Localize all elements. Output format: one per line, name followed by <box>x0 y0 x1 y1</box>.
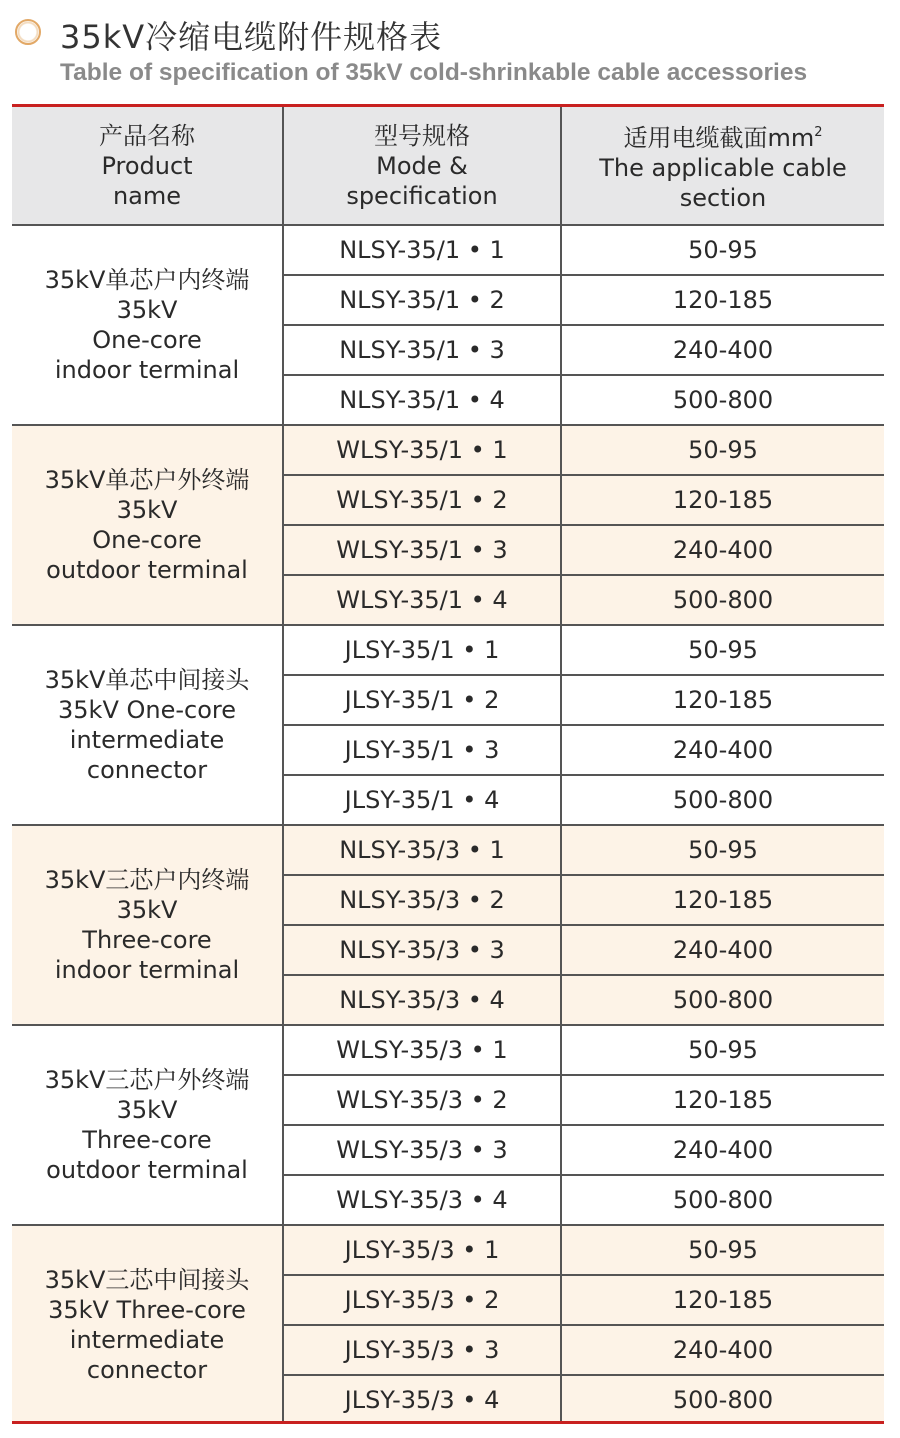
model-cell: JLSY-35/1 • 1 <box>283 625 561 675</box>
header-product-name: 产品名称 Product name <box>12 107 283 225</box>
table-row <box>12 625 884 675</box>
section-cell: 500-800 <box>561 1175 884 1225</box>
section-cell: 240-400 <box>561 1325 884 1375</box>
model-cell: NLSY-35/3 • 1 <box>283 825 561 875</box>
product-name-cell: 35kV单芯户外终端 35kV One-core outdoor terminal <box>12 425 283 625</box>
model-cell: NLSY-35/1 • 2 <box>283 275 561 325</box>
model-cell: WLSY-35/3 • 3 <box>283 1125 561 1175</box>
section-cell: 120-185 <box>561 675 884 725</box>
product-name-cell: 35kV三芯户外终端 35kV Three-core outdoor terminal <box>12 1025 283 1225</box>
product-name-cell: 35kV三芯户内终端 35kV Three-core indoor terminal <box>12 825 283 1025</box>
section-cell: 50-95 <box>561 1225 884 1275</box>
table-row <box>12 225 884 275</box>
model-cell: JLSY-35/3 • 4 <box>283 1375 561 1424</box>
section-cell: 50-95 <box>561 225 884 275</box>
model-cell: JLSY-35/1 • 3 <box>283 725 561 775</box>
model-cell: WLSY-35/1 • 3 <box>283 525 561 575</box>
product-name-cell: 35kV单芯中间接头 35kV One-core intermediate connector <box>12 625 283 825</box>
specification-table <box>12 107 884 1424</box>
section-cell: 500-800 <box>561 1375 884 1424</box>
section-cell: 240-400 <box>561 325 884 375</box>
model-cell: JLSY-35/1 • 2 <box>283 675 561 725</box>
section-cell: 500-800 <box>561 775 884 825</box>
section-cell: 120-185 <box>561 275 884 325</box>
section-cell: 50-95 <box>561 425 884 475</box>
bottom-divider <box>12 1421 884 1424</box>
model-cell: WLSY-35/1 • 4 <box>283 575 561 625</box>
model-cell: NLSY-35/3 • 2 <box>283 875 561 925</box>
product-group <box>12 425 884 625</box>
circle-bullet-icon <box>15 19 41 45</box>
table-row <box>12 425 884 475</box>
product-name-cell: 35kV单芯户内终端 35kV One-core indoor terminal <box>12 225 283 425</box>
table-row <box>12 1025 884 1075</box>
section-cell: 120-185 <box>561 1075 884 1125</box>
model-cell: JLSY-35/3 • 3 <box>283 1325 561 1375</box>
section-cell: 50-95 <box>561 1025 884 1075</box>
model-cell: NLSY-35/3 • 4 <box>283 975 561 1025</box>
product-group <box>12 825 884 1025</box>
table-row <box>12 825 884 875</box>
section-cell: 240-400 <box>561 525 884 575</box>
table-header-row <box>12 107 884 225</box>
section-cell: 120-185 <box>561 875 884 925</box>
model-cell: JLSY-35/1 • 4 <box>283 775 561 825</box>
model-cell: WLSY-35/3 • 4 <box>283 1175 561 1225</box>
model-cell: JLSY-35/3 • 2 <box>283 1275 561 1325</box>
section-cell: 120-185 <box>561 475 884 525</box>
page-subtitle: Table of specification of 35kV cold-shrinkable cable accessories <box>60 59 808 86</box>
model-cell: JLSY-35/3 • 1 <box>283 1225 561 1275</box>
section-cell: 50-95 <box>561 825 884 875</box>
table-row <box>12 1225 884 1275</box>
section-cell: 500-800 <box>561 375 884 425</box>
section-cell: 240-400 <box>561 725 884 775</box>
product-name-cell: 35kV三芯中间接头 35kV Three-core intermediate connector <box>12 1225 283 1424</box>
page-header <box>0 0 900 100</box>
section-cell: 120-185 <box>561 1275 884 1325</box>
model-cell: NLSY-35/1 • 3 <box>283 325 561 375</box>
section-cell: 240-400 <box>561 1125 884 1175</box>
product-group <box>12 1225 884 1424</box>
product-group <box>12 625 884 825</box>
page-title: 35kV冷缩电缆附件规格表 <box>60 18 443 56</box>
product-group <box>12 1025 884 1225</box>
model-cell: WLSY-35/1 • 1 <box>283 425 561 475</box>
model-cell: WLSY-35/3 • 1 <box>283 1025 561 1075</box>
product-group <box>12 225 884 425</box>
model-cell: NLSY-35/1 • 1 <box>283 225 561 275</box>
model-cell: NLSY-35/3 • 3 <box>283 925 561 975</box>
model-cell: NLSY-35/1 • 4 <box>283 375 561 425</box>
section-cell: 240-400 <box>561 925 884 975</box>
section-cell: 500-800 <box>561 975 884 1025</box>
model-cell: WLSY-35/1 • 2 <box>283 475 561 525</box>
section-cell: 50-95 <box>561 625 884 675</box>
model-cell: WLSY-35/3 • 2 <box>283 1075 561 1125</box>
header-cable-section: 适用电缆截面$mm^2$ The applicable cable section <box>561 107 884 225</box>
section-cell: 500-800 <box>561 575 884 625</box>
header-model-spec: 型号规格 Mode & specification <box>283 107 561 225</box>
